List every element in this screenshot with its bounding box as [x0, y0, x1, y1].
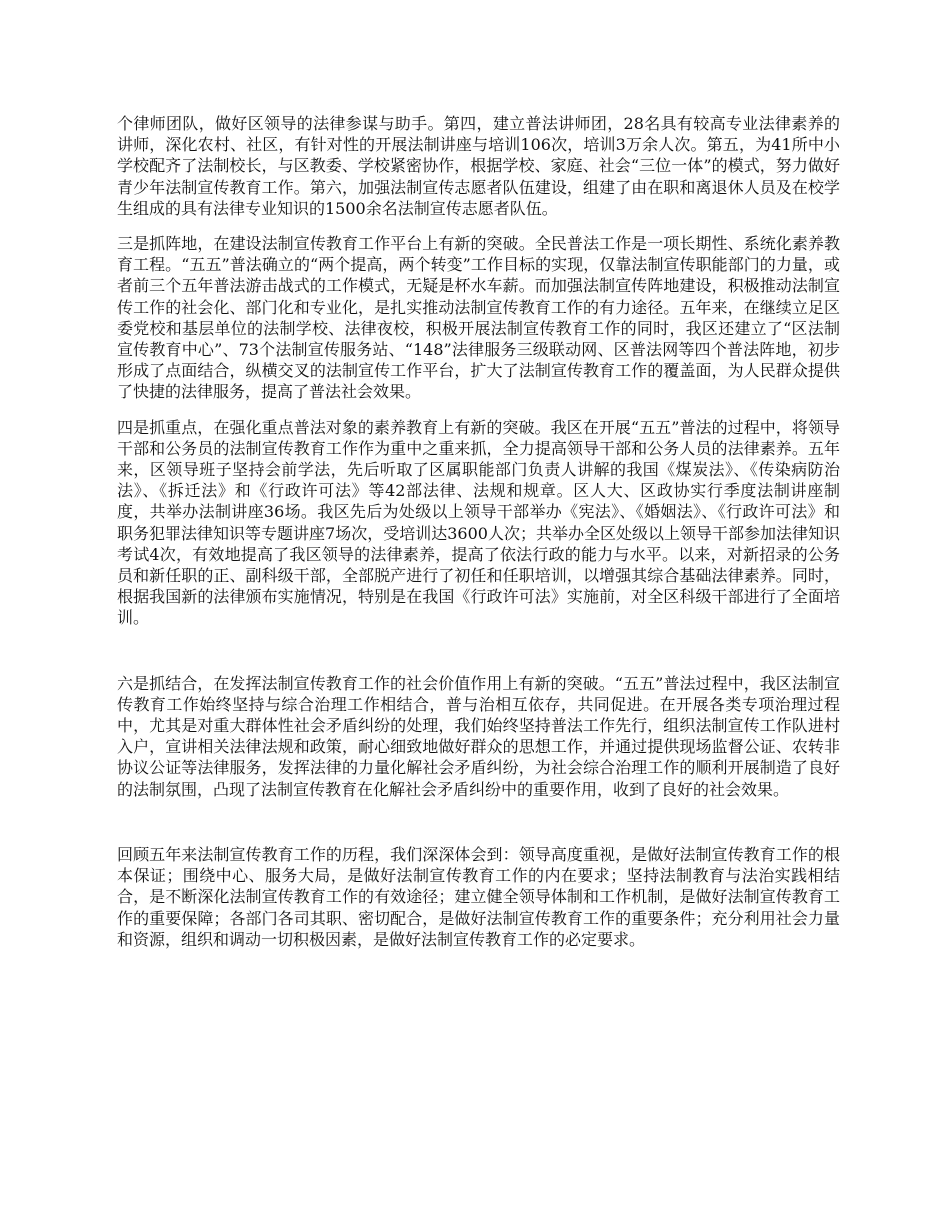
paragraph-review: 回顾五年来法制宣传教育工作的历程，我们深深体会到：领导高度重视，是做好法制宣传教育工作的根本保证；围绕中心、服务大局，是做好法制宣传教育工作的内在要求；坚持法制教育与法治实践相结合，是不断深化法制宣传教育工作的有效途径；建立健全领导体制和工作机制，是做好法制宣传教育工作的重要保障；各部门各司其职、密切配合，是做好法制宣传教育工作的重要条件；充分利用社会力量和资源，组织和调动一切积极因素，是做好法制宣传教育工作的必定要求。	[117, 844, 840, 949]
paragraph-spacer	[117, 629, 840, 673]
paragraph-spacer	[117, 800, 840, 844]
paragraph-key-focus: 四是抓重点，在强化重点普法对象的素养教育上有新的突破。我区在开展“五五”普法的过程中，将领导干部和公务员的法制宣传教育工作作为重中之重来抓，全力提高领导干部和公务人员的法律素养。五年来，区领导班子坚持会前学法，先后听取了区属职能部门负责人讲解的我国《煤炭法》、《传染病防治法》、《拆迁法》和《行政许可法》等42部法律、法规和规章。区人大、区政协实行季度法制讲座制度，共举办法制讲座36场。我区先后为处级以上领导干部举办《宪法》、《婚姻法》、《行政许可法》和职务犯罪法律知识等专题讲座7场次，受培训达3600人次；共举办全区处级以上领导干部参加法律知识考试4次，有效地提高了我区领导的法律素养，提高了依法行政的能力与水平。以来，对新招录的公务员和新任职的正、副科级干部，全部脱产进行了初任和任职培训，以增强其综合基础法律素养。同时，根据我国新的法律颁布实施情况，特别是在我国《行政许可法》实施前，对全区科级干部进行了全面培训。	[117, 417, 840, 628]
paragraph-spacer	[117, 219, 840, 233]
document-body	[117, 113, 840, 950]
paragraph-integration: 六是抓结合，在发挥法制宣传教育工作的社会价值作用上有新的突破。“五五”普法过程中，我区法制宣传教育工作始终坚持与综合治理工作相结合，普与治相互依存，共同促进。在开展各类专项治理过程中，尤其是对重大群体性社会矛盾纠纷的处理，我们始终坚持普法工作先行，组织法制宣传工作队进村入户，宣讲相关法律法规和政策，耐心细致地做好群众的思想工作，并通过提供现场监督公证、农转非协议公证等法律服务，发挥法律的力量化解社会矛盾纠纷，为社会综合治理工作的顺利开展制造了良好的法制氛围，凸现了法制宣传教育在化解社会矛盾纠纷中的重要作用，收到了良好的社会效果。	[117, 673, 840, 799]
paragraph-spacer	[117, 403, 840, 417]
paragraph-lawyer-team: 个律师团队，做好区领导的法律参谋与助手。第四，建立普法讲师团，28名具有较高专业法律素养的讲师，深化农村、社区，有针对性的开展法制讲座与培训106次，培训3万余人次。第五，为41所中小学校配齐了法制校长，与区教委、学校紧密协作，根据学校、家庭、社会“三位一体”的模式，努力做好青少年法制宣传教育工作。第六，加强法制宣传志愿者队伍建设，组建了由在职和离退休人员及在校学生组成的具有法律专业知识的1500余名法制宣传志愿者队伍。	[117, 114, 840, 218]
paragraph-position-building: 三是抓阵地，在建设法制宣传教育工作平台上有新的突破。全民普法工作是一项长期性、系统化素养教育工程。“五五”普法确立的“两个提高，两个转变”工作目标的实现，仅靠法制宣传职能部门的力量，或者前三个五年普法游击战式的工作模式，无疑是杯水车薪。而加强法制宣传阵地建设，积极推动法制宣传工作的社会化、部门化和专业化，是扎实推动法制宣传教育工作的有力途径。五年来，在继续立足区委党校和基层单位的法制学校、法律夜校，积极开展法制宣传教育工作的同时，我区还建立了“区法制宣传教育中心”、73个法制宣传服务站、“148”法律服务三级联动网、区普法网等四个普法阵地，初步形成了点面结合，纵横交叉的法制宣传工作平台，扩大了法制宣传教育工作的覆盖面，为人民群众提供了快捷的法律服务，提高了普法社会效果。	[117, 234, 840, 402]
